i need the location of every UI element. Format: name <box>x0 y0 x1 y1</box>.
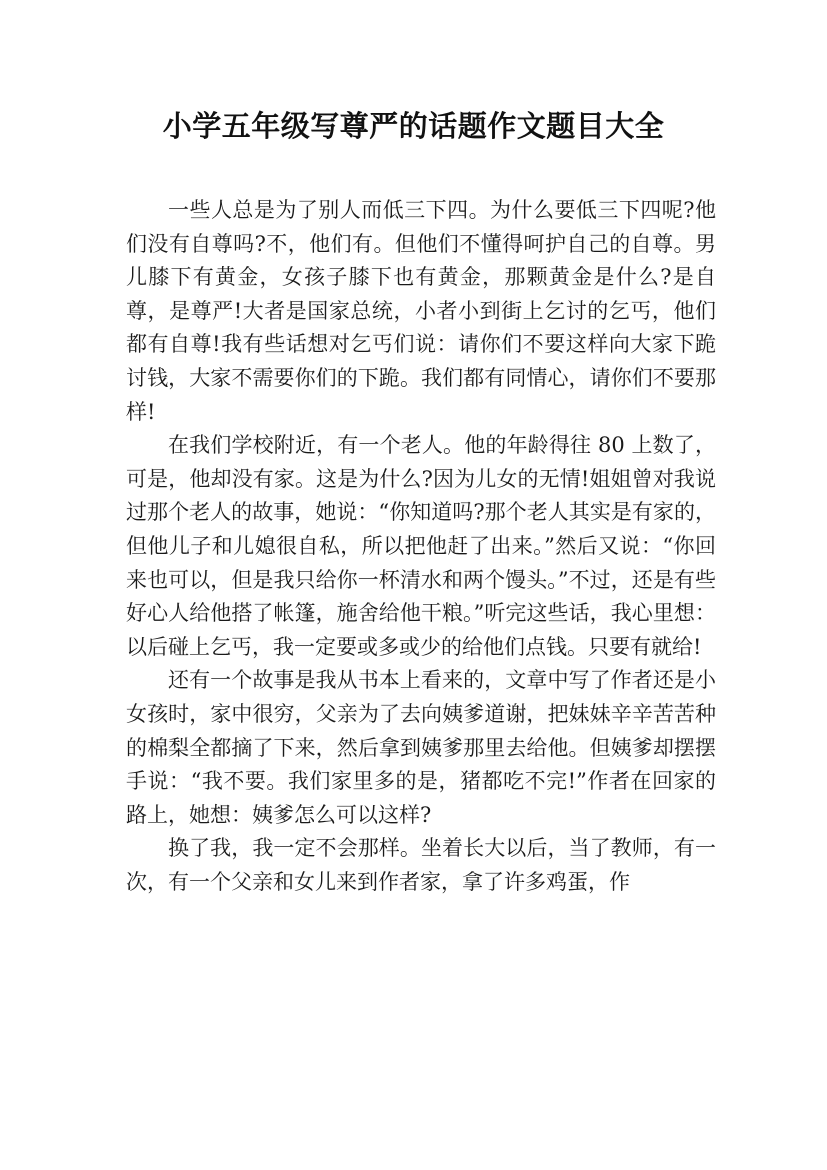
document-body <box>126 194 716 899</box>
document-title: 小学五年级写尊严的话题作文题目大全 <box>162 109 665 143</box>
paragraph: 还有一个故事是我从书本上看来的，文章中写了作者还是小女孩时，家中很穷，父亲为了去向姨爹道谢，把妹妹辛辛苦苦种的棉梨全都摘了下来，然后拿到姨爹那里去给他。但姨爹却摆摆手说：“我不要。我们家里多的是，猪都吃不完!”作者在回家的路上，她想：姨爹怎么可以这样? <box>126 668 716 827</box>
paragraph: 换了我，我一定不会那样。坐着长大以后，当了教师，有一次，有一个父亲和女儿来到作者家，拿了许多鸡蛋，作 <box>126 836 716 894</box>
paragraph: 在我们学校附近，有一个老人。他的年龄得往 80 上数了，可是，他却没有家。这是为什么?因为儿女的无情!姐姐曾对我说过那个老人的故事，她说：“你知道吗?那个老人其实是有家的，但他儿子和儿媳很自私，所以把他赶了出来。”然后又说：“你回来也可以，但是我只给你一杯清水和两个馒头。”不过，还是有些好心人给他搭了帐篷，施舍给他干粮。”听完这些话，我心里想：以后碰上乞丐，我一定要或多或少的给他们点钱。只要有就给! <box>126 433 716 659</box>
paragraph: 一些人总是为了别人而低三下四。为什么要低三下四呢?他们没有自尊吗?不，他们有。但他们不懂得呵护自己的自尊。男儿膝下有黄金，女孩子膝下也有黄金，那颗黄金是什么?是自尊，是尊严!大者是国家总统，小者小到街上乞讨的乞丐，他们都有自尊!我有些话想对乞丐们说：请你们不要这样向大家下跪讨钱，大家不需要你们的下跪。我们都有同情心，请你们不要那样! <box>126 198 716 424</box>
